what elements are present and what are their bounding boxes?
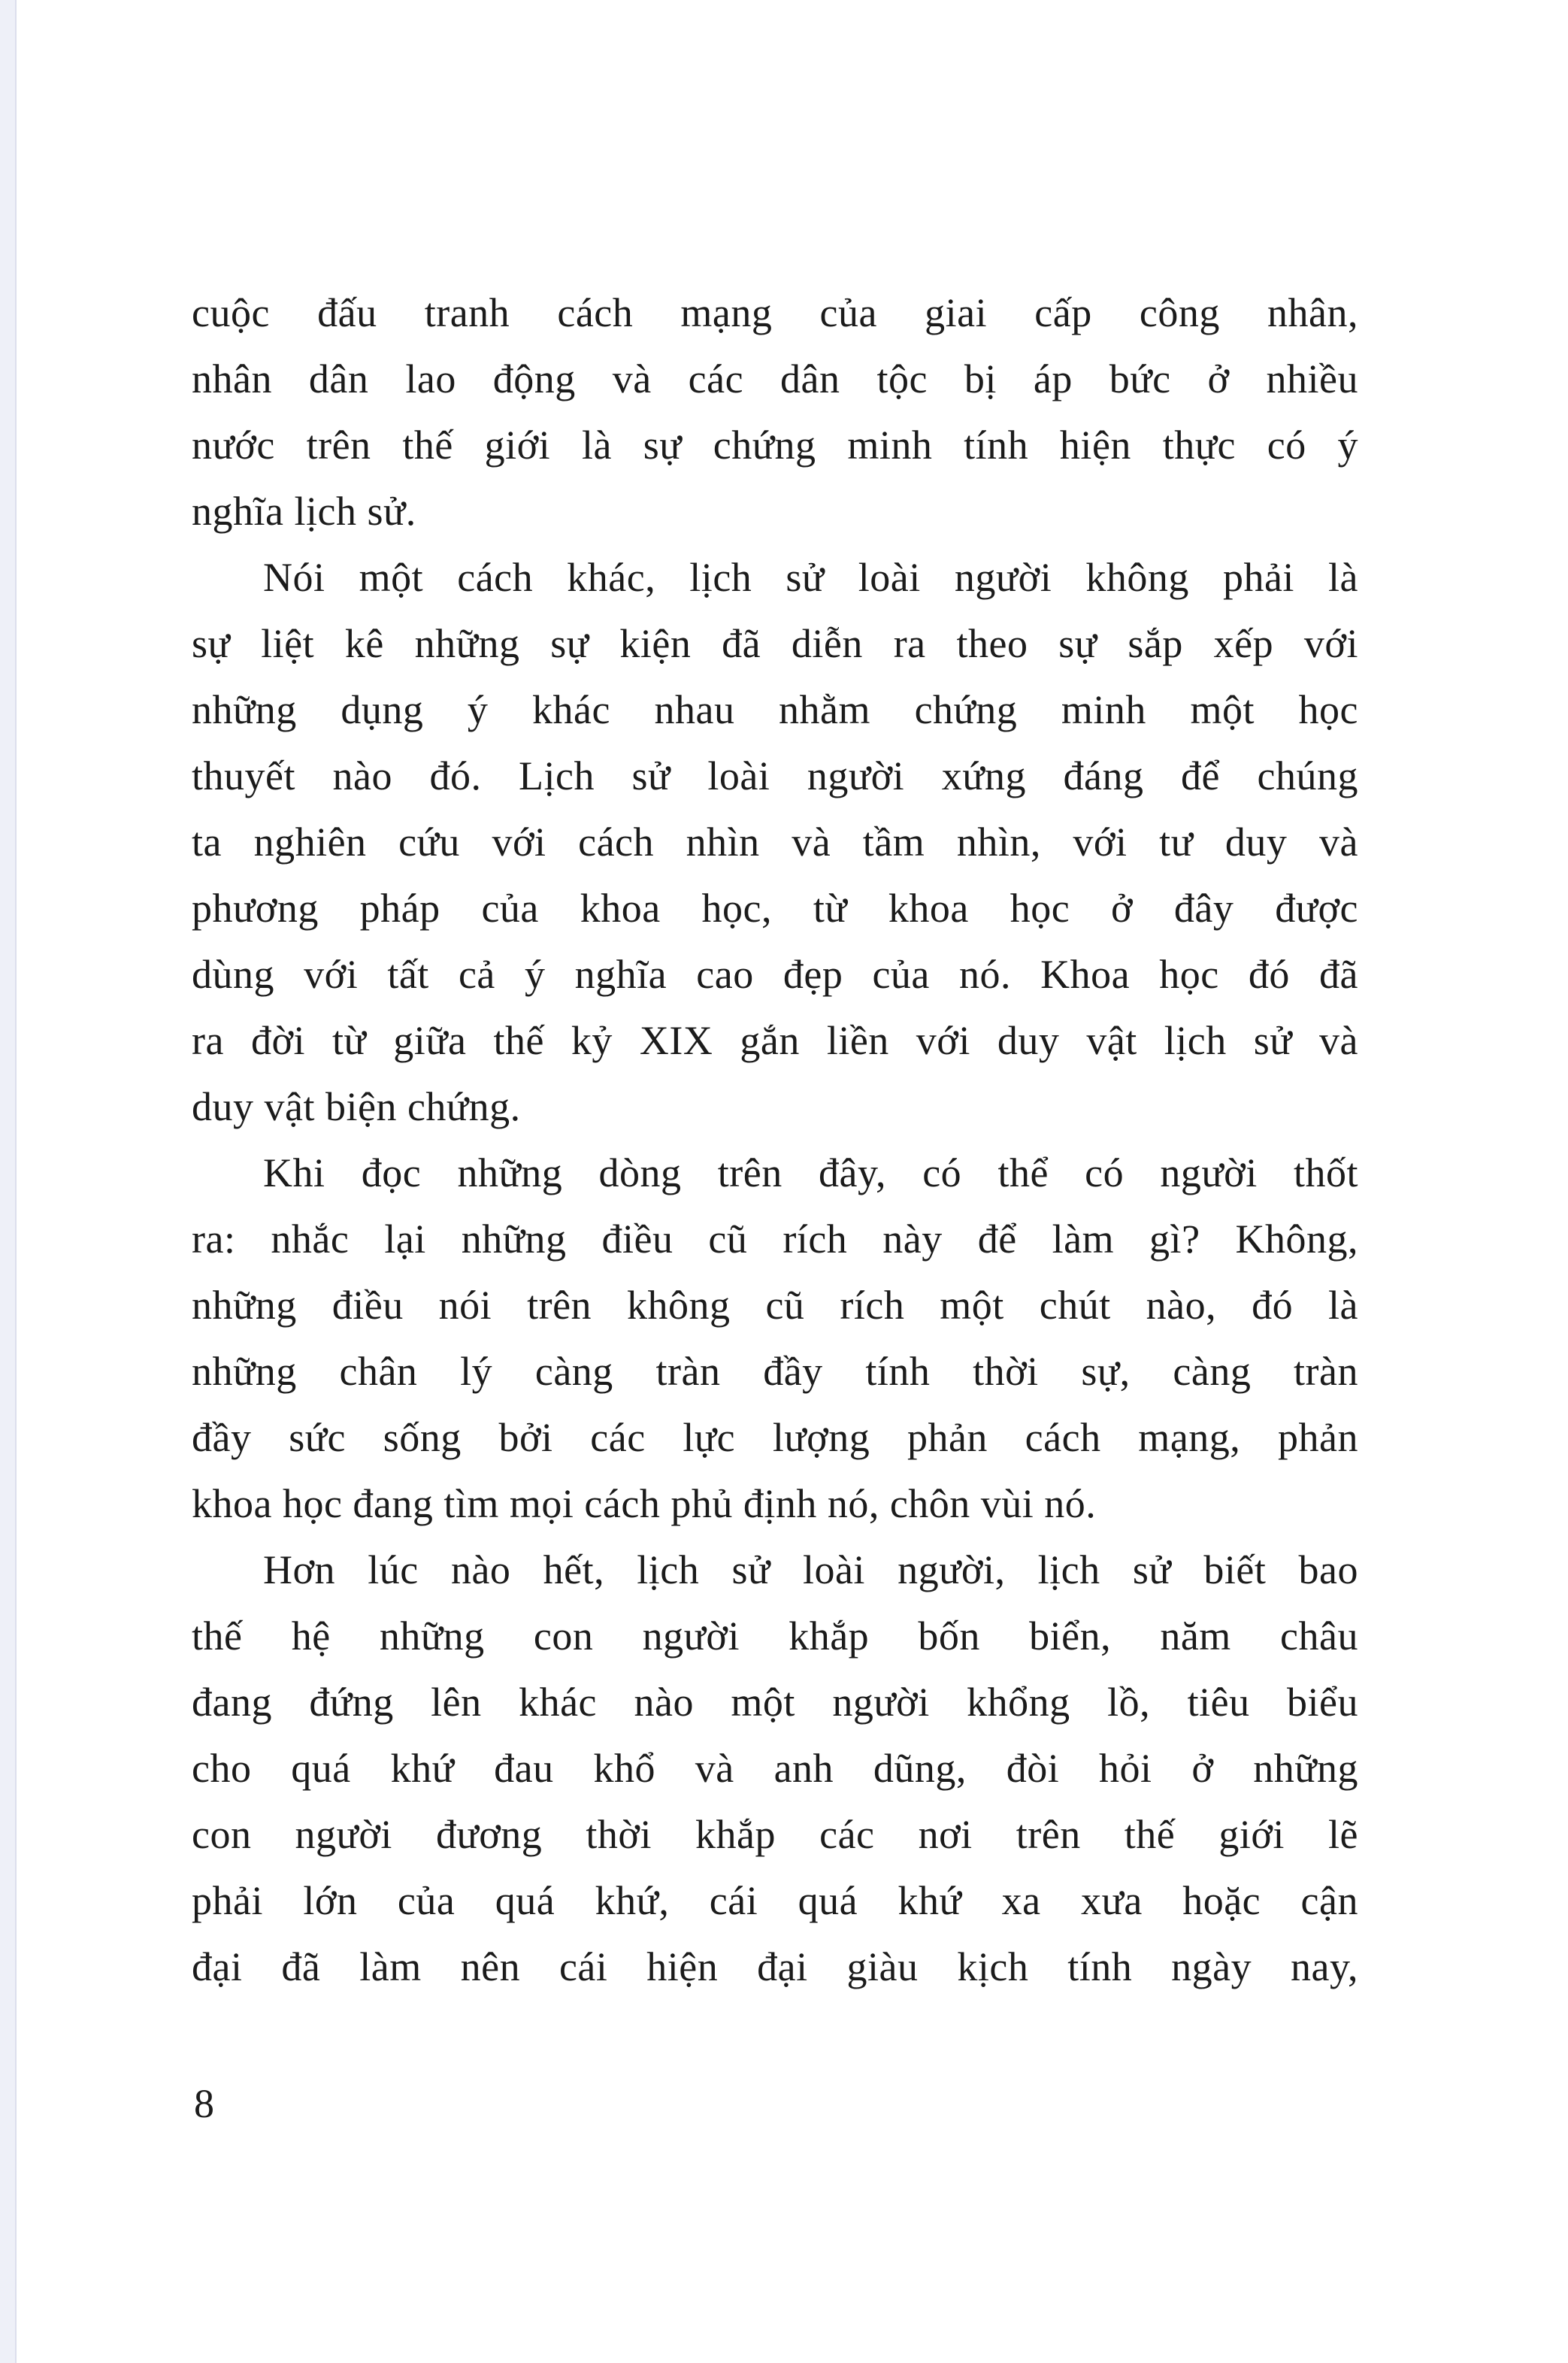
page-number: 8 bbox=[194, 2081, 214, 2126]
paragraph bbox=[192, 1537, 1358, 2000]
text-line: sự liệt kê những sự kiện đã diễn ra theo sự sắp xếp với bbox=[192, 621, 1358, 666]
text-line: cho quá khứ đau khổ và anh dũng, đòi hỏi ở những bbox=[192, 1746, 1358, 1791]
text-line: đang đứng lên khác nào một người khổng lồ, tiêu biểu bbox=[192, 1680, 1358, 1725]
text-line: cuộc đấu tranh cách mạng của giai cấp công nhân, bbox=[192, 290, 1358, 335]
text-line: nhân dân lao động và các dân tộc bị áp bức ở nhiều bbox=[192, 356, 1358, 401]
text-line: Khi đọc những dòng trên đây, có thể có người thốt bbox=[263, 1150, 1358, 1195]
text-line: phải lớn của quá khứ, cái quá khứ xa xưa hoặc cận bbox=[192, 1878, 1358, 1923]
text-line: đầy sức sống bởi các lực lượng phản cách mạng, phản bbox=[192, 1415, 1358, 1460]
text-line: đại đã làm nên cái hiện đại giàu kịch tính ngày nay, bbox=[192, 1944, 1358, 1989]
text-line: duy vật biện chứng. bbox=[192, 1084, 521, 1129]
text-line: những điều nói trên không cũ rích một chút nào, đó là bbox=[192, 1283, 1358, 1328]
text-line: Hơn lúc nào hết, lịch sử loài người, lịch sử biết bao bbox=[263, 1547, 1358, 1592]
text-line: những chân lý càng tràn đầy tính thời sự, càng tràn bbox=[192, 1349, 1358, 1394]
text-line: khoa học đang tìm mọi cách phủ định nó, chôn vùi nó. bbox=[192, 1481, 1097, 1526]
paragraph bbox=[192, 280, 1358, 544]
text-line: ra: nhắc lại những điều cũ rích này để làm gì? Không, bbox=[192, 1216, 1358, 1262]
text-line: thế hệ những con người khắp bốn biển, năm châu bbox=[192, 1613, 1358, 1659]
text-line: nghĩa lịch sử. bbox=[192, 489, 416, 534]
text-line: ta nghiên cứu với cách nhìn và tầm nhìn, với tư duy và bbox=[192, 819, 1358, 865]
text-line: dùng với tất cả ý nghĩa cao đẹp của nó. Khoa học đó đã bbox=[192, 952, 1358, 997]
text-line: con người đương thời khắp các nơi trên thế giới lẽ bbox=[192, 1812, 1358, 1857]
paragraph bbox=[192, 544, 1358, 1140]
body-text bbox=[192, 280, 1358, 2000]
scan-left-edge bbox=[0, 0, 17, 2363]
text-line: ra đời từ giữa thế kỷ XIX gắn liền với duy vật lịch sử và bbox=[192, 1018, 1358, 1063]
text-line: thuyết nào đó. Lịch sử loài người xứng đáng để chúng bbox=[192, 753, 1358, 798]
text-line: phương pháp của khoa học, từ khoa học ở đây được bbox=[192, 886, 1358, 931]
text-line: Nói một cách khác, lịch sử loài người không phải là bbox=[263, 555, 1358, 600]
text-line: nước trên thế giới là sự chứng minh tính hiện thực có ý bbox=[192, 423, 1358, 468]
paragraph bbox=[192, 1140, 1358, 1537]
text-line: những dụng ý khác nhau nhằm chứng minh một học bbox=[192, 687, 1358, 732]
